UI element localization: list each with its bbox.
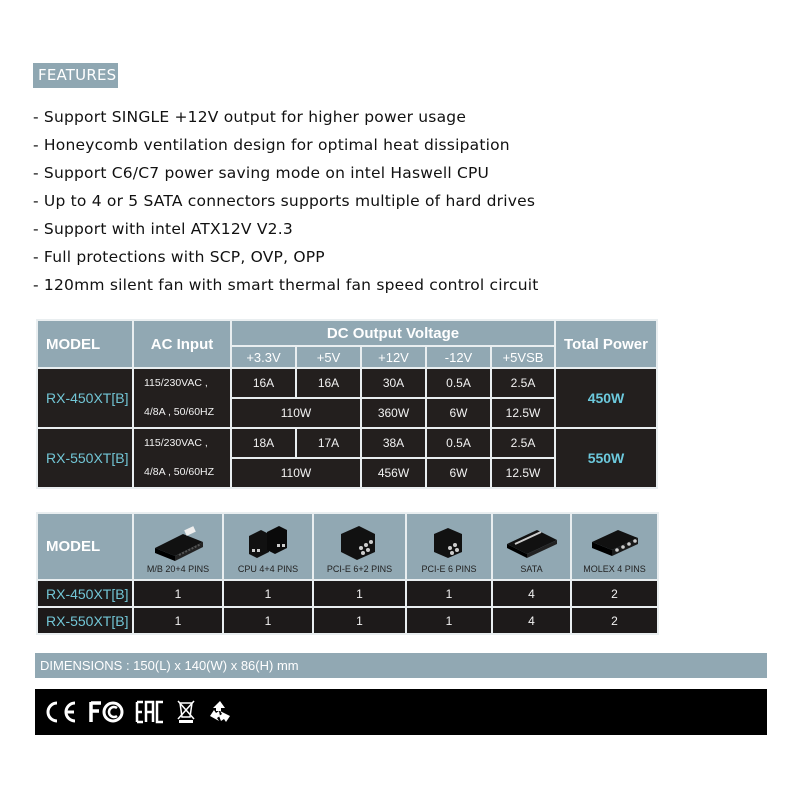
header-rail: +5VSB bbox=[491, 346, 555, 368]
connector-count: 4 bbox=[492, 580, 571, 607]
connector-count: 2 bbox=[571, 580, 658, 607]
spec-row bbox=[37, 428, 657, 458]
connector-header bbox=[313, 513, 406, 580]
pcie-6pin-connector-icon bbox=[420, 522, 478, 562]
feature-item: - Full protections with SCP, OVP, OPP bbox=[33, 248, 325, 266]
model-name: RX-450XT[B] bbox=[37, 580, 133, 607]
connector-row bbox=[37, 580, 658, 607]
features-heading: FEATURES bbox=[33, 63, 118, 88]
spec-table bbox=[36, 319, 658, 489]
watt-cell: 12.5W bbox=[491, 458, 555, 488]
watt-cell: 6W bbox=[426, 398, 491, 428]
spec-row bbox=[37, 368, 657, 398]
ac-line: 4/8A , 50/60HZ bbox=[144, 406, 215, 418]
connector-count: 4 bbox=[492, 607, 571, 634]
connector-header bbox=[223, 513, 313, 580]
connector-count: 1 bbox=[223, 580, 313, 607]
connector-header bbox=[492, 513, 571, 580]
connector-count: 1 bbox=[133, 580, 223, 607]
model-name: RX-550XT[B] bbox=[37, 607, 133, 634]
amp-cell: 30A bbox=[361, 368, 426, 398]
connector-label: SATA bbox=[520, 563, 543, 574]
watt-cell: 456W bbox=[361, 458, 426, 488]
molex-connector-icon bbox=[586, 522, 644, 562]
ac-line: 4/8A , 50/60HZ bbox=[144, 466, 215, 478]
connector-label: CPU 4+4 PINS bbox=[237, 563, 299, 574]
ac-line: 115/230VAC , bbox=[144, 377, 208, 389]
connector-row bbox=[37, 607, 658, 634]
connector-header bbox=[133, 513, 223, 580]
connector-label: PCI-E 6 PINS bbox=[421, 563, 477, 574]
header-model: MODEL bbox=[37, 513, 133, 580]
amp-cell: 16A bbox=[296, 368, 361, 398]
ac-input-value bbox=[133, 428, 231, 488]
feature-item: - Honeycomb ventilation design for optimal heat dissipation bbox=[33, 136, 510, 154]
feature-item: - Support C6/C7 power saving mode on intel Haswell CPU bbox=[33, 164, 490, 182]
header-rail: -12V bbox=[426, 346, 491, 368]
connector-header bbox=[406, 513, 492, 580]
amp-cell: 16A bbox=[231, 368, 296, 398]
dimensions-bar: DIMENSIONS : 150(L) x 140(W) x 86(H) mm bbox=[35, 653, 767, 678]
atx-24pin-connector-icon bbox=[149, 522, 207, 562]
total-power-value: 550W bbox=[555, 428, 657, 488]
model-name: RX-450XT[B] bbox=[37, 368, 133, 428]
weee-bin-icon bbox=[175, 699, 197, 725]
watt-cell: 360W bbox=[361, 398, 426, 428]
ac-line: 115/230VAC , bbox=[144, 437, 208, 449]
header-total-power: Total Power bbox=[555, 320, 657, 368]
amp-cell: 2.5A bbox=[491, 368, 555, 398]
connector-count: 1 bbox=[406, 580, 492, 607]
pcie-8pin-connector-icon bbox=[331, 522, 389, 562]
watt-cell: 6W bbox=[426, 458, 491, 488]
eac-mark-icon bbox=[135, 700, 165, 724]
amp-cell: 38A bbox=[361, 428, 426, 458]
fcc-mark-icon bbox=[89, 700, 125, 724]
certification-bar bbox=[35, 689, 767, 735]
connector-table bbox=[36, 512, 659, 635]
watt-cell: 12.5W bbox=[491, 398, 555, 428]
ac-input-value bbox=[133, 368, 231, 428]
recycle-icon bbox=[207, 699, 233, 725]
amp-cell: 2.5A bbox=[491, 428, 555, 458]
connector-count: 2 bbox=[571, 607, 658, 634]
sata-connector-icon bbox=[503, 522, 561, 562]
features-list bbox=[33, 103, 539, 299]
header-rail: +12V bbox=[361, 346, 426, 368]
header-model: MODEL bbox=[37, 320, 133, 368]
connector-count: 1 bbox=[313, 580, 406, 607]
feature-item: - Up to 4 or 5 SATA connectors supports multiple of hard drives bbox=[33, 192, 536, 210]
feature-item: - Support SINGLE +12V output for higher power usage bbox=[33, 108, 467, 126]
amp-cell: 0.5A bbox=[426, 428, 491, 458]
feature-item: - Support with intel ATX12V V2.3 bbox=[33, 220, 293, 238]
ce-mark-icon bbox=[43, 700, 79, 724]
connector-label: M/B 20+4 PINS bbox=[146, 563, 210, 574]
connector-count: 1 bbox=[313, 607, 406, 634]
watt-cell: 110W bbox=[231, 398, 361, 428]
header-rail: +3.3V bbox=[231, 346, 296, 368]
connector-label: PCI-E 6+2 PINS bbox=[326, 563, 393, 574]
header-rail: +5V bbox=[296, 346, 361, 368]
connector-count: 1 bbox=[223, 607, 313, 634]
connector-header bbox=[571, 513, 658, 580]
connector-label: MOLEX 4 PINS bbox=[583, 563, 646, 574]
cpu-8pin-connector-icon bbox=[239, 522, 297, 562]
feature-item: - 120mm silent fan with smart thermal fan speed control circuit bbox=[33, 276, 539, 294]
header-dc-output: DC Output Voltage bbox=[231, 320, 555, 346]
watt-cell: 110W bbox=[231, 458, 361, 488]
amp-cell: 18A bbox=[231, 428, 296, 458]
connector-count: 1 bbox=[133, 607, 223, 634]
amp-cell: 0.5A bbox=[426, 368, 491, 398]
total-power-value: 450W bbox=[555, 368, 657, 428]
amp-cell: 17A bbox=[296, 428, 361, 458]
header-ac-input: AC Input bbox=[133, 320, 231, 368]
connector-count: 1 bbox=[406, 607, 492, 634]
model-name: RX-550XT[B] bbox=[37, 428, 133, 488]
